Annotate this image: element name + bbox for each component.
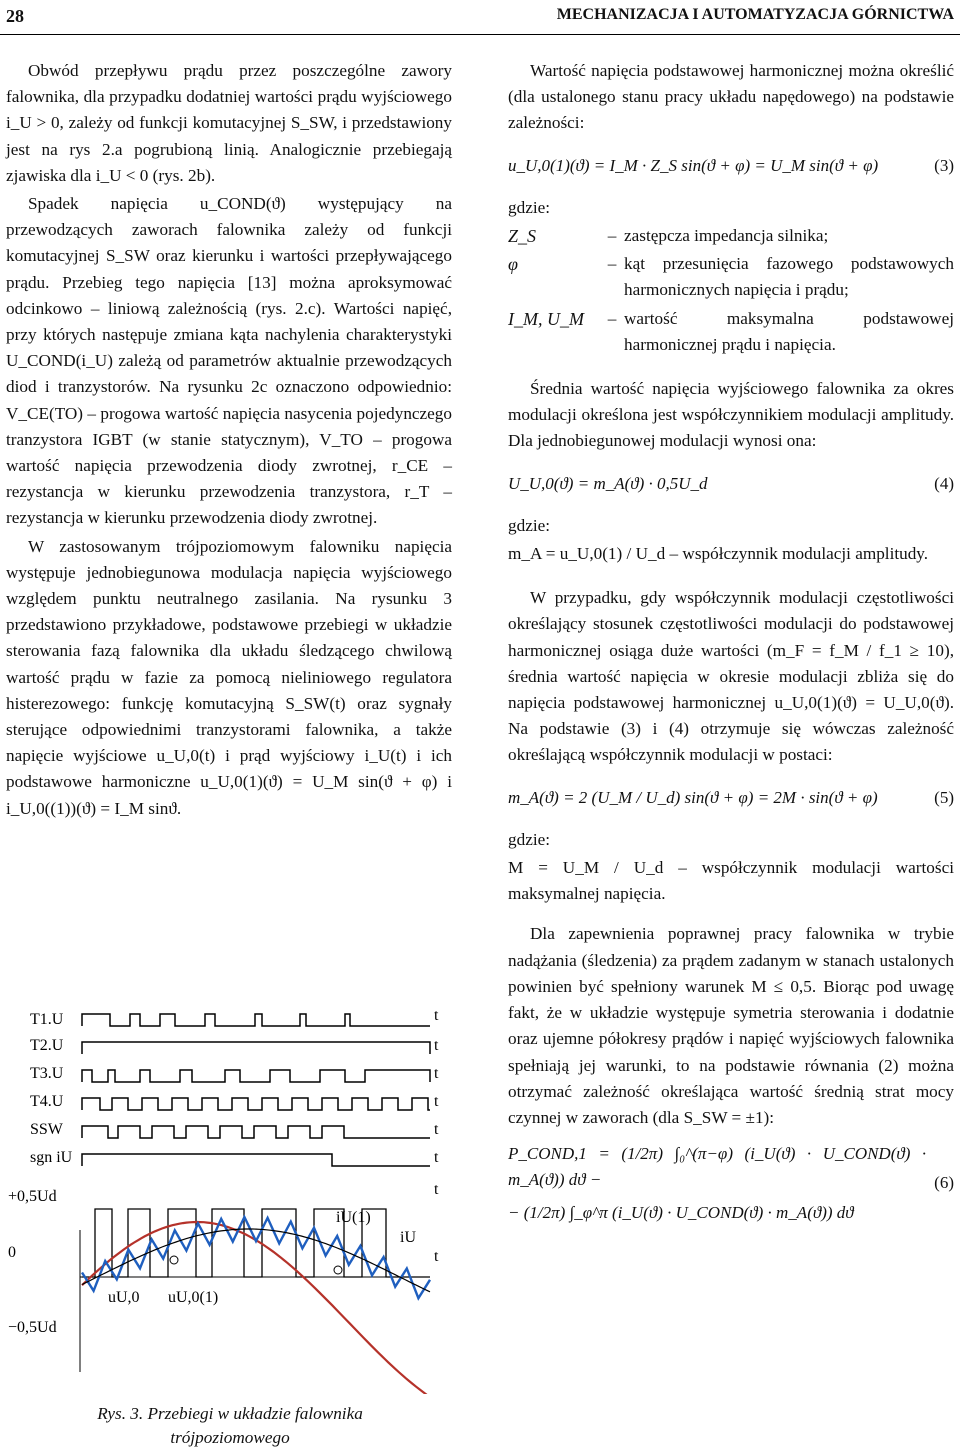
label-uU0: uU,0 <box>108 1289 140 1306</box>
row-label: T1.U <box>30 1011 64 1028</box>
def-row: I_M, U_M – wartość maksymalna podstawowej harmonicznej prądu i napięcia. <box>508 306 954 358</box>
row-label: sgn iU <box>30 1149 73 1166</box>
pulse-train <box>82 1014 430 1026</box>
figure-t-labels <box>434 1007 439 1265</box>
label-iU: iU <box>400 1229 416 1246</box>
gdzie-2: gdzie: <box>508 515 550 535</box>
left-paragraph-1: Obwód przepływu prądu przez poszczególne zawory falownika, dla przypadku dodatniej wartości prądu wyjściowego i_U > 0, zależy od funkcji komutacyjnej S_SW, i przedstawiony jest na rys 2.a pogrubioną linią. Analogicznie przebiegają zjawiska dla i_U < 0 (rys. 2b). <box>6 61 452 185</box>
t-axis-label: t <box>434 1037 439 1054</box>
t-axis-label: t <box>434 1093 439 1110</box>
row-label: +0,5Ud <box>8 1188 57 1205</box>
right-last-paragraph: Dla zapewnienia poprawnej pracy falownika w trybie nadążania (śledzenia) za prądem zadanym w stanach ustalonych powinien być spełniony warunek M ≤ 0,5. Biorąc pod uwagę fakt, że w układzie występuje symetria sterowania i dodatnie oraz ujemne półokresy prądów i napięć wyjściowych falownika spełniają jej warunki, to na podstawie równania (2) można otrzymać zależność określająca wartość średnią strat mocy czynnej w zaworach (dla S_SW = ±1): <box>508 924 954 1127</box>
right-intro: Wartość napięcia podstawowej harmonicznej można określić (dla ustalonego stanu pracy układu napędowego) na podstawie zależności: <box>508 61 954 133</box>
equation-4 <box>508 471 954 497</box>
def-symbol: φ <box>508 254 518 275</box>
pulse-train <box>82 1098 430 1110</box>
equation-5 <box>508 785 954 811</box>
equation-3-number: (3) <box>934 155 954 175</box>
equation-4-number: (4) <box>934 473 954 493</box>
equation-6-number: (6) <box>934 1173 954 1193</box>
def-symbol: I_M, U_M <box>508 308 584 329</box>
equation-6-line-2: − (1/2π) ∫_φ^π (i_U(ϑ) · U_COND(ϑ) · m_A(ϑ)) dϑ <box>508 1202 854 1222</box>
row-label: T2.U <box>30 1037 64 1054</box>
def-mA: m_A = u_U,0(1) / U_d – współczynnik modulacji amplitudy. <box>508 544 929 564</box>
row-label: T4.U <box>30 1093 64 1110</box>
marker-circle <box>170 1256 178 1264</box>
row-label: SSW <box>30 1121 63 1138</box>
equation-6-line-1: P_COND,1 = (1/2π) ∫₀^(π−φ) (i_U(ϑ) · U_COND(ϑ) · m_A(ϑ)) dϑ − <box>508 1144 927 1190</box>
row-label: 0 <box>8 1244 16 1261</box>
caption-line-2: trójpoziomowego <box>170 1428 290 1447</box>
row-label: T3.U <box>30 1065 64 1082</box>
def-row: Z_S – zastępcza impedancja silnika; <box>508 223 954 249</box>
t-axis-label: t <box>434 1007 439 1024</box>
t-axis-label: t <box>434 1121 439 1138</box>
t-axis-label: t <box>434 1065 439 1082</box>
figure-row-labels <box>8 1011 73 1336</box>
right-column <box>508 58 954 1242</box>
pulse-train <box>82 1154 430 1166</box>
caption-line-1: Rys. 3. Przebiegi w układzie falownika <box>97 1404 363 1423</box>
t-axis-label: t <box>434 1149 439 1166</box>
equation-4-body: U_U,0(ϑ) = m_A(ϑ) · 0,5U_d <box>508 473 708 493</box>
equation-3 <box>508 153 954 179</box>
equation-3-body: u_U,0(1)(ϑ) = I_M · Z_S sin(ϑ + φ) = U_M sin(ϑ + φ) <box>508 155 879 175</box>
definitions-1 <box>508 223 954 358</box>
left-paragraph-3: W zastosowanym trójpoziomowym falowniku napięcia występuje jednobiegunowa modulacja napięcia wyjściowego względem punktu neutralnego zasilania. Na rysunku 3 przedstawiono przykładowe, podstawowe przebiegi w układzie sterowania fazą falownika dla układu śledzącego chwilową wartość prądu w fazie za pomocą nieliniowego regulatora histerezowego: funkcję komutacyjną S_SW(t) oraz sygnały sterujące odpowiednimi tranzystorami falownika, a także napięcie wyjściowe u_U,0(t) i prąd wyjściowy i_U(t) i ich podstawowe harmoniczne u_U,0(1)(ϑ) = U_M sin(ϑ + φ) i i_U,0((1))(ϑ) = I_M sinϑ. <box>6 536 452 818</box>
page-number: 28 <box>6 6 24 26</box>
gdzie-1: gdzie: <box>508 197 550 217</box>
pulse-train <box>82 1070 430 1082</box>
journal-title: MECHANIZACJA I AUTOMATYZACJA GÓRNICTWA <box>556 6 954 23</box>
page-header <box>0 0 960 35</box>
right-modulation-paragraph: Średnia wartość napięcia wyjściowego falownika za okres modulacji określona jest współczynnikiem modulacji amplitudy. Dla jednobiegunowej modulacji wynosi ona: <box>508 379 954 451</box>
pulse-train <box>82 1126 430 1138</box>
figure-caption <box>30 1402 430 1450</box>
t-axis-label: t <box>434 1181 439 1198</box>
def-text: kąt przesunięcia fazowego podstawowych harmonicznych napięcia i prądu; <box>624 254 954 300</box>
equation-5-body: m_A(ϑ) = 2 (U_M / U_d) sin(ϑ + φ) = 2M · sin(ϑ + φ) <box>508 787 878 807</box>
left-paragraph-2: Spadek napięcia u_COND(ϑ) występujący na przewodzących zaworach falownika zależy od funkcji komutacyjnej S_SW oraz kierunku i wartości przepływającego prądu. Przebieg tego napięcia [13] można aproksymować odcinkowo – liniową zależnością (rys. 2.c). Wartości napięć, przy których następuje zmiana kąta nachylenia charakterystyki U_COND(i_U) zależą od parametrów aktualnie przewodzących diod i tranzystorów. Na rysunku 2c oznaczono odpowiednio: V_CE(TO) – progowa wartość napięcia nasycenia pojedynczego tranzystora IGBT (w stanie statycznym), V_TO – progowa wartość napięcia przewodzenia diody zwrotnej, r_CE – rezystancja w kierunku przewodzenia tranzystora, r_T – rezystancja w kierunku przewodzenia diody zwrotnej. <box>6 194 452 528</box>
equation-6 <box>508 1141 954 1226</box>
fundamental-voltage-curve <box>82 1222 430 1394</box>
pulse-train <box>82 1042 430 1054</box>
left-column <box>6 58 452 824</box>
def-symbol: Z_S <box>508 226 537 247</box>
def-text: zastępcza impedancja silnika; <box>624 226 829 246</box>
row-label: −0,5Ud <box>8 1319 57 1336</box>
def-text: wartość maksymalna podstawowej harmonicznej prądu i napięcia. <box>624 308 954 354</box>
figure-waveforms <box>0 994 450 1394</box>
def-row: φ – kąt przesunięcia fazowego podstawowych harmonicznych napięcia i prądu; <box>508 251 954 303</box>
t-axis-label: t <box>434 1248 439 1265</box>
figure-digital-signals <box>82 1014 430 1166</box>
label-iU1: iU(1) <box>336 1209 371 1226</box>
right-frequency-paragraph: W przypadku, gdy współczynnik modulacji częstotliwości określający stosunek częstotliwości modulacji do podstawowej harmonicznej osiąga duże wartości (m_F = f_M / f_1 ≥ 10), średnia wartość napięcia w okresie modulacji zbliża się do napięcia podstawowej harmonicznej u_U,0(1)(ϑ) = U_U,0(ϑ). Na podstawie (3) i (4) otrzymuje się wówczas zależność określającą współczynnik modulacji w postaci: <box>508 588 954 765</box>
label-uU01: uU,0(1) <box>168 1289 219 1306</box>
def-M: M = U_M / U_d – współczynnik modulacji wartości maksymalnej napięcia. <box>508 858 954 904</box>
equation-5-number: (5) <box>934 787 954 807</box>
gdzie-3: gdzie: <box>508 829 550 849</box>
marker-circle <box>334 1266 342 1274</box>
